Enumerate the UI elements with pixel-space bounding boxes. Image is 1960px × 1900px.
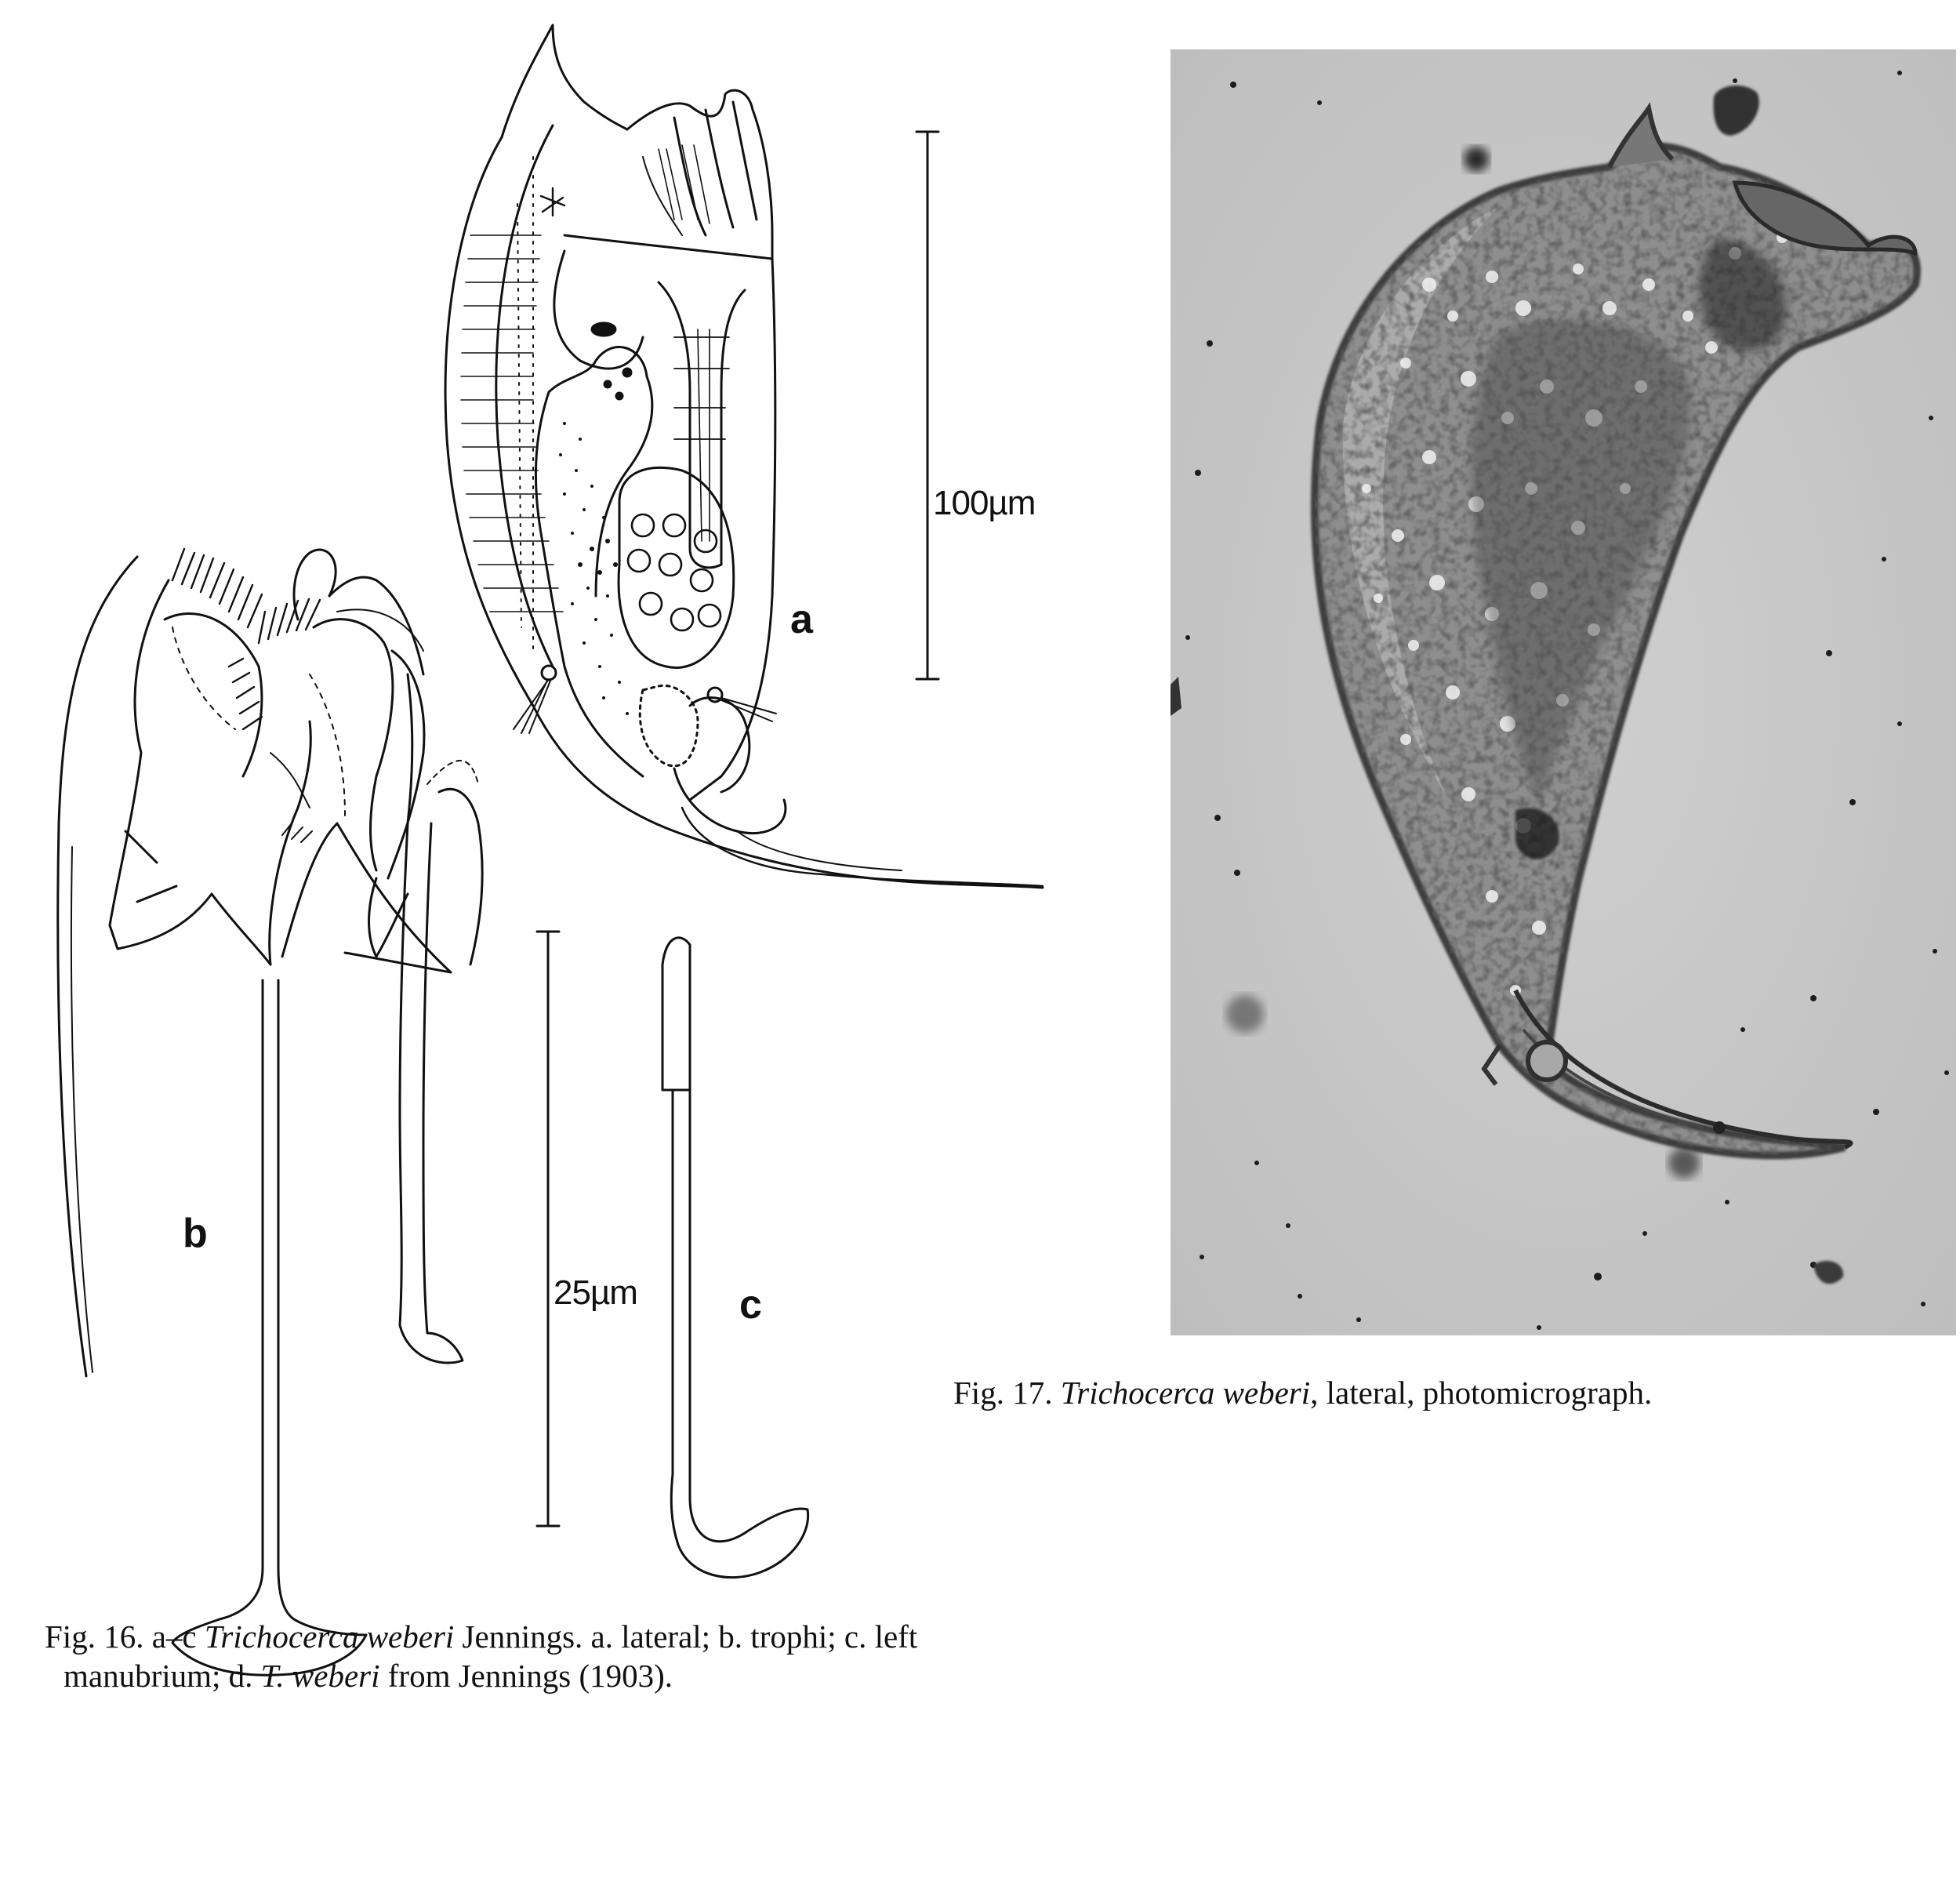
panel-label-a: a [790,597,813,642]
figure-17-caption [953,1373,1960,1412]
fig17-caption-prefix: Fig. 17. [953,1375,1061,1411]
scale-bar-a [916,132,938,679]
panel-label-c: c [739,1282,762,1328]
fig16-caption-prefix: Fig. 16. a–c [45,1618,205,1655]
fig16-caption-part2: Jennings. a. lateral; b. trophi; c. left manubrium; d. [64,1618,918,1694]
fig16-caption-species-abbrev: T. weberi [260,1658,380,1694]
fig17-caption-species: Trichocerca weberi [1060,1375,1311,1411]
fig17-caption-suffix: , lateral, photomicrograph. [1310,1375,1653,1411]
scale-bar-a-label: 100µm [933,484,1036,522]
scale-bar-bc [537,932,559,1526]
drawing-b-trophi [58,549,482,1675]
fig16-caption-species: Trichocerca weberi [204,1618,455,1655]
figure-16-caption [45,1617,1075,1695]
fig16-caption-part3: from Jennings (1903). [379,1658,673,1694]
photomicrograph [1171,49,1956,1335]
drawing-a-lateral-body [445,25,1043,888]
scale-bar-bc-label: 25µm [554,1273,637,1312]
panel-label-b: b [183,1211,208,1256]
drawing-c-left-manubrium [662,938,808,1578]
